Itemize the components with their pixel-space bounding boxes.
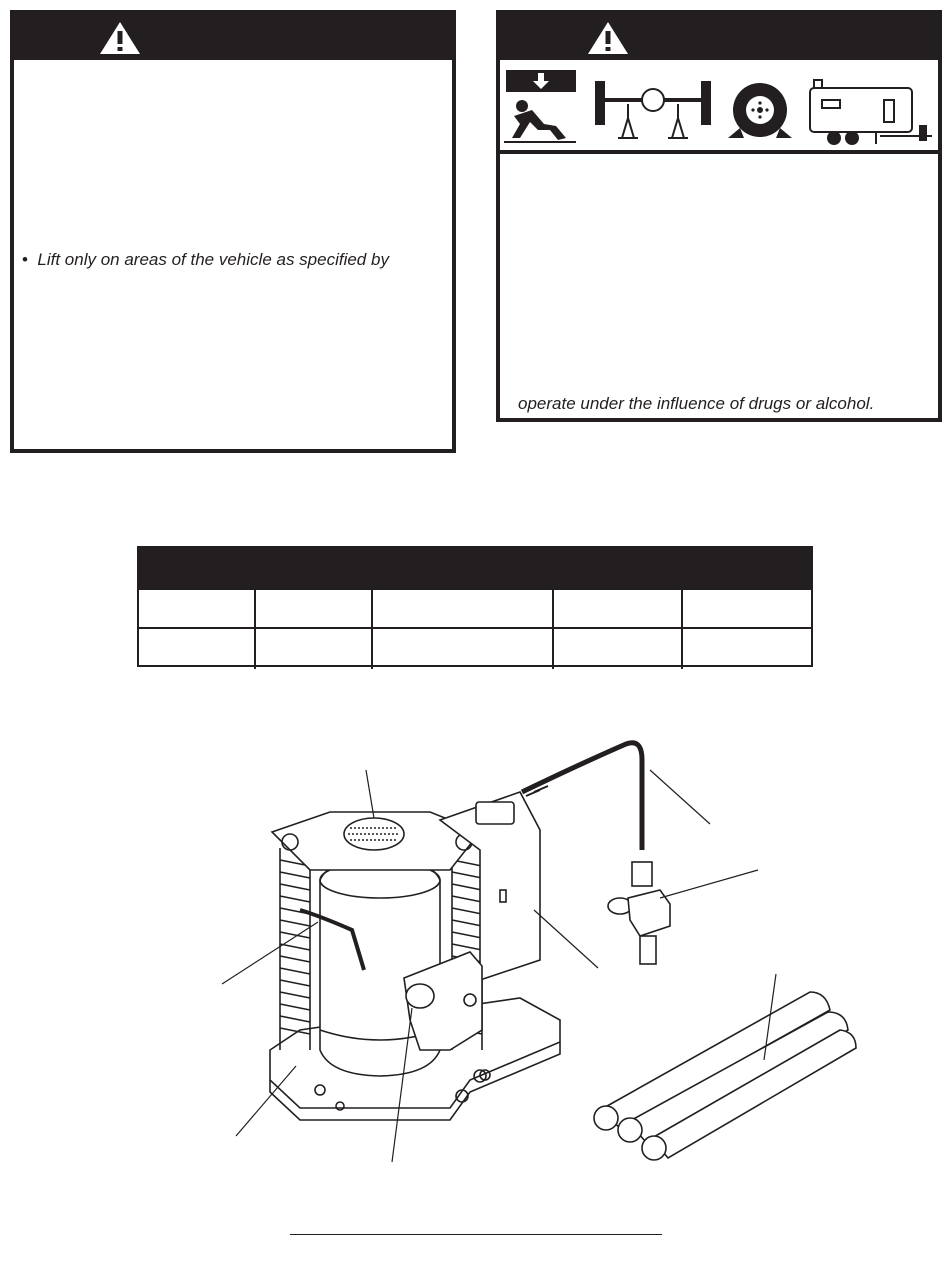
table-cell-divider: [681, 629, 683, 669]
specifications-table: [137, 546, 813, 667]
warning-box-left: [10, 10, 456, 453]
warning-triangle-icon: [98, 20, 142, 56]
table-cell-divider: [552, 629, 554, 669]
handle-tubes: [594, 992, 856, 1160]
warning-line-drugs-alcohol: operate under the influence of drugs or alcohol.: [518, 394, 875, 413]
table-cell-divider: [681, 590, 683, 630]
air-motor-housing: [440, 792, 540, 980]
table-cell-divider: [254, 590, 256, 630]
warning-triangle-icon: [586, 20, 630, 56]
bullet-lift-areas: [22, 250, 389, 270]
table-cell-divider: [254, 629, 256, 669]
axle-support-icon: [596, 82, 710, 138]
trailer-icon: [810, 80, 932, 144]
wheel-chock-icon: [728, 83, 792, 138]
bullet-lift-areas-text: Lift only on areas of the vehicle as specified by: [37, 250, 389, 269]
pictogram-row: [500, 60, 938, 154]
warning-header: [500, 14, 938, 60]
crush-hazard-icon: [504, 70, 576, 142]
table-cell-divider: [552, 590, 554, 630]
footer-rule: [290, 1234, 662, 1235]
saddle: [344, 818, 404, 850]
table-cell-divider: [371, 590, 373, 630]
table-header: [139, 548, 811, 588]
table-cell-divider: [371, 629, 373, 669]
bullet-dot: •: [22, 250, 38, 269]
air-valve: [608, 862, 670, 964]
jack-parts-diagram: [0, 730, 950, 1230]
table-row: [139, 588, 811, 630]
return-spring-left: [280, 848, 310, 1050]
table-row: [139, 627, 811, 669]
warning-header: [14, 14, 452, 60]
warning-box-right: [496, 10, 942, 422]
